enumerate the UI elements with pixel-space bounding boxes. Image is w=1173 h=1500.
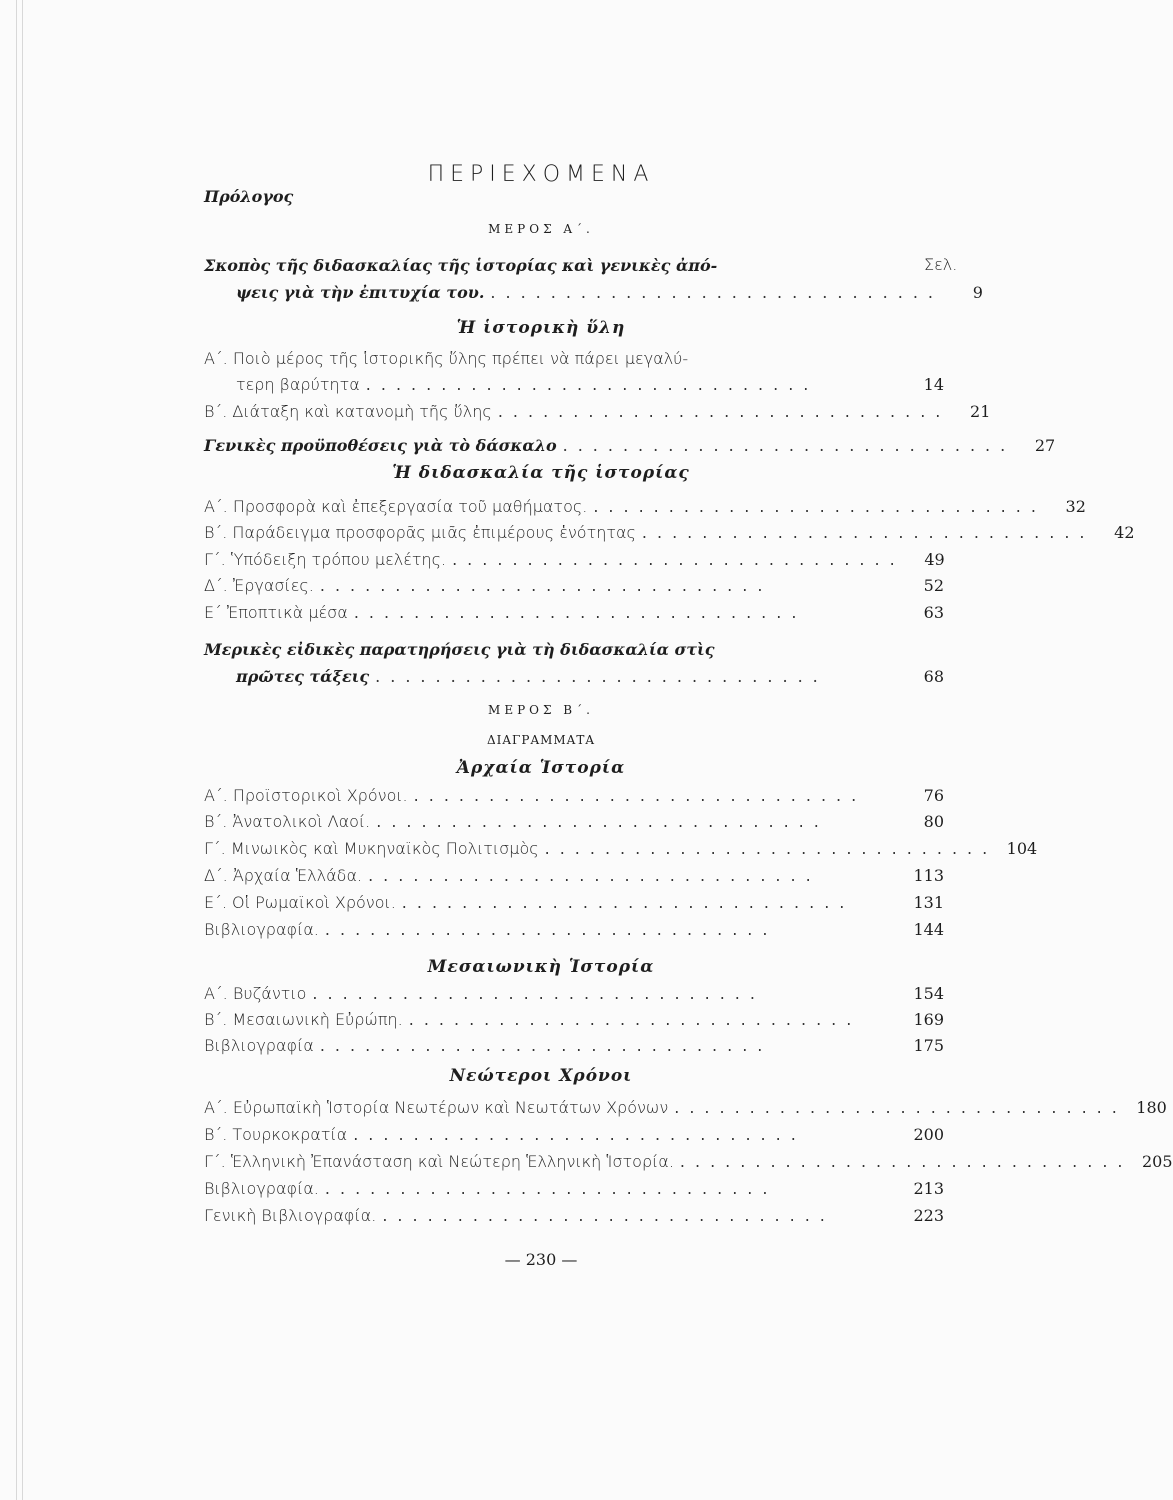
section-heading-historical-matter: Ἡ ἱστορικὴ ὕλη [456, 318, 626, 338]
toc-page-number: 32 [1065, 497, 1086, 516]
dot-leader: .............................. [408, 1010, 862, 1029]
toc-entry [204, 920, 944, 944]
section-heading-medieval: Μεσαιωνικὴ Ἱστορία [427, 957, 655, 977]
toc-entry [204, 1125, 944, 1149]
dot-leader: .............................. [490, 283, 943, 302]
dot-leader: .............................. [544, 839, 998, 858]
toc-entry-label: Δ΄. Ἀρχαία Ἑλλάδα. [204, 866, 363, 885]
toc-page-number: 200 [913, 1125, 944, 1144]
toc-page-number: 175 [913, 1036, 944, 1055]
toc-entry [204, 1098, 1167, 1122]
toc-entry [204, 402, 991, 426]
toc-entry [204, 603, 944, 627]
toc-entry-continuation [236, 375, 944, 399]
toc-entry-label: Ε΄. Οἱ Ρωμαϊκοὶ Χρόνοι. [204, 893, 396, 912]
toc-entry [204, 640, 944, 664]
toc-page-number: 180 [1136, 1098, 1167, 1117]
part-b-heading: ΜΕΡΟΣ Β΄. [488, 703, 594, 717]
toc-entry-label: Α΄. Ποιὸ μέρος τῆς ἱστορικῆς ὕλης πρέπει νὰ πάρει μεγαλύ- [204, 349, 689, 368]
dot-leader: .............................. [319, 576, 773, 595]
toc-page-number: 113 [913, 866, 944, 885]
toc-page-number: 63 [923, 603, 944, 622]
toc-entry [204, 497, 1086, 521]
toc-entry [204, 550, 944, 574]
toc-entry-label: Μερικὲς εἰδικὲς παρατηρήσεις γιὰ τὴ διδασκαλία στὶς [204, 640, 715, 659]
part-a-heading: ΜΕΡΟΣ Α΄. [488, 222, 594, 236]
dot-leader: .............................. [365, 375, 819, 394]
toc-page-number: 104 [1006, 839, 1038, 858]
prologue-entry: Πρόλογος [204, 187, 294, 206]
dot-leader: .............................. [319, 1036, 773, 1055]
toc-entry [204, 349, 944, 373]
toc-entry-label: Βιβλιογραφία. [204, 1179, 319, 1198]
toc-entry [204, 812, 944, 836]
toc-page-number: 80 [923, 812, 944, 831]
dot-leader: .............................. [593, 497, 1046, 516]
dot-leader: .............................. [497, 402, 951, 421]
section-heading-ancient: Ἀρχαία Ἱστορία [456, 758, 626, 778]
toc-entry [204, 1179, 944, 1203]
toc-page-number: 169 [913, 1010, 944, 1029]
dot-leader: .............................. [562, 436, 1016, 455]
dot-leader: .............................. [674, 1098, 1127, 1117]
dot-leader: .............................. [641, 523, 1095, 542]
toc-page-number: 144 [913, 920, 944, 939]
toc-page-number: 131 [913, 893, 944, 912]
dot-leader: .............................. [382, 1206, 835, 1225]
dot-leader: .............................. [679, 1152, 1133, 1171]
toc-entry [204, 1152, 1173, 1176]
toc-entry-label: Α΄. Προϊστορικοὶ Χρόνοι. [204, 786, 408, 805]
toc-entry-label: Β΄. Τουρκοκρατία [204, 1125, 348, 1144]
toc-entry-continuation [236, 667, 944, 691]
toc-entry-label: Σκοπὸς τῆς διδασκαλίας τῆς ἱστορίας καὶ γενικὲς ἀπό- [204, 256, 718, 275]
toc-entry-label: ψεις γιὰ τὴν ἐπιτυχία του. [236, 283, 485, 302]
toc-entry-label: Βιβλιογραφία. [204, 920, 319, 939]
toc-entry-label: Γ΄. Μινωικὸς καὶ Μυκηναϊκὸς Πολιτισμὸς [204, 839, 539, 858]
toc-entry-label: Ε΄ Ἐποπτικὰ μέσα [204, 603, 348, 622]
dot-leader: .............................. [413, 786, 867, 805]
toc-page-number: 9 [972, 283, 983, 302]
toc-entry-label: Α΄. Προσφορὰ καὶ ἐπεξεργασία τοῦ μαθήματος. [204, 497, 588, 516]
page-number: — 230 — [504, 1250, 578, 1269]
toc-page-number: 14 [923, 375, 944, 394]
toc-entry-continuation [236, 283, 983, 307]
toc-page-number: 42 [1114, 523, 1135, 542]
toc-page-number: 205 [1141, 1152, 1173, 1171]
toc-page-number: 49 [924, 550, 945, 569]
toc-page-number: 68 [923, 667, 944, 686]
toc-entry [204, 1206, 944, 1230]
toc-page-number: 21 [970, 402, 991, 421]
toc-entry [204, 893, 944, 917]
toc-entry-label: τερη βαρύτητα [236, 375, 360, 394]
toc-entry-label: Β΄. Μεσαιωνικὴ Εὐρώπη. [204, 1010, 403, 1029]
toc-entry [204, 256, 944, 280]
toc-entry-label: Β΄. Παράδειγμα προσφορᾶς μιᾶς ἐπιμέρους ἑνότητας [204, 523, 636, 542]
toc-page-number: 154 [913, 984, 944, 1003]
toc-entry [204, 984, 944, 1008]
toc-entry-label: Α΄. Βυζάντιο [204, 984, 307, 1003]
toc-entry [204, 1036, 944, 1060]
toc-page-number: 52 [923, 576, 944, 595]
section-heading-teaching: Ἡ διδασκαλία τῆς ἱστορίας [392, 463, 690, 483]
toc-page-number: 27 [1034, 436, 1056, 455]
section-heading-modern: Νεώτεροι Χρόνοι [449, 1066, 633, 1086]
toc-entry-label: πρῶτες τάξεις [236, 667, 370, 686]
dot-leader: .............................. [353, 1125, 806, 1144]
toc-page-number: 213 [913, 1179, 944, 1198]
toc-entry [204, 436, 1056, 460]
dot-leader: .............................. [324, 1179, 778, 1198]
page-column-label: Σελ. [924, 255, 958, 274]
toc-page-number: 76 [923, 786, 944, 805]
dot-leader: .............................. [452, 550, 905, 569]
toc-entry [204, 523, 1135, 547]
dot-leader: .............................. [353, 603, 807, 622]
toc-entry-label: Γ΄. Ὑπόδειξη τρόπου μελέτης. [204, 550, 447, 569]
toc-entry [204, 1010, 944, 1034]
toc-entry-label: Γ΄. Ἑλληνικὴ Ἐπανάσταση καὶ Νεώτερη Ἑλληνικὴ Ἱστορία. [204, 1152, 674, 1171]
toc-entry-label: Γενικὴ Βιβλιογραφία. [204, 1206, 377, 1225]
dot-leader: .............................. [375, 667, 828, 686]
dot-leader: .............................. [376, 812, 829, 831]
toc-entry-label: Γενικὲς προϋποθέσεις γιὰ τὸ δάσκαλο [204, 436, 557, 455]
toc-entry-label: Βιβλιογραφία [204, 1036, 314, 1055]
toc-entry [204, 786, 944, 810]
toc-page-number: 223 [913, 1206, 944, 1225]
toc-entry [204, 839, 1038, 863]
page-title: ΠΕΡΙΕΧΟΜΕΝΑ [427, 162, 655, 187]
toc-entry-label: Β΄. Ἀνατολικοὶ Λαοί. [204, 812, 371, 831]
dot-leader: .............................. [368, 866, 821, 885]
dot-leader: .............................. [324, 920, 778, 939]
dot-leader: .............................. [312, 984, 765, 1003]
diagrams-heading: ΔΙΑΓΡΑΜΜΑΤΑ [486, 733, 596, 747]
toc-entry-label: Δ΄. Ἐργασίες. [204, 576, 314, 595]
toc-entry-label: Α΄. Εὐρωπαϊκὴ Ἱστορία Νεωτέρων καὶ Νεωτάτων Χρόνων [204, 1098, 669, 1117]
toc-entry [204, 866, 944, 890]
toc-entry [204, 576, 944, 600]
dot-leader: .............................. [401, 893, 855, 912]
toc-entry-label: Β΄. Διάταξη καὶ κατανομὴ τῆς ὕλης [204, 402, 492, 421]
